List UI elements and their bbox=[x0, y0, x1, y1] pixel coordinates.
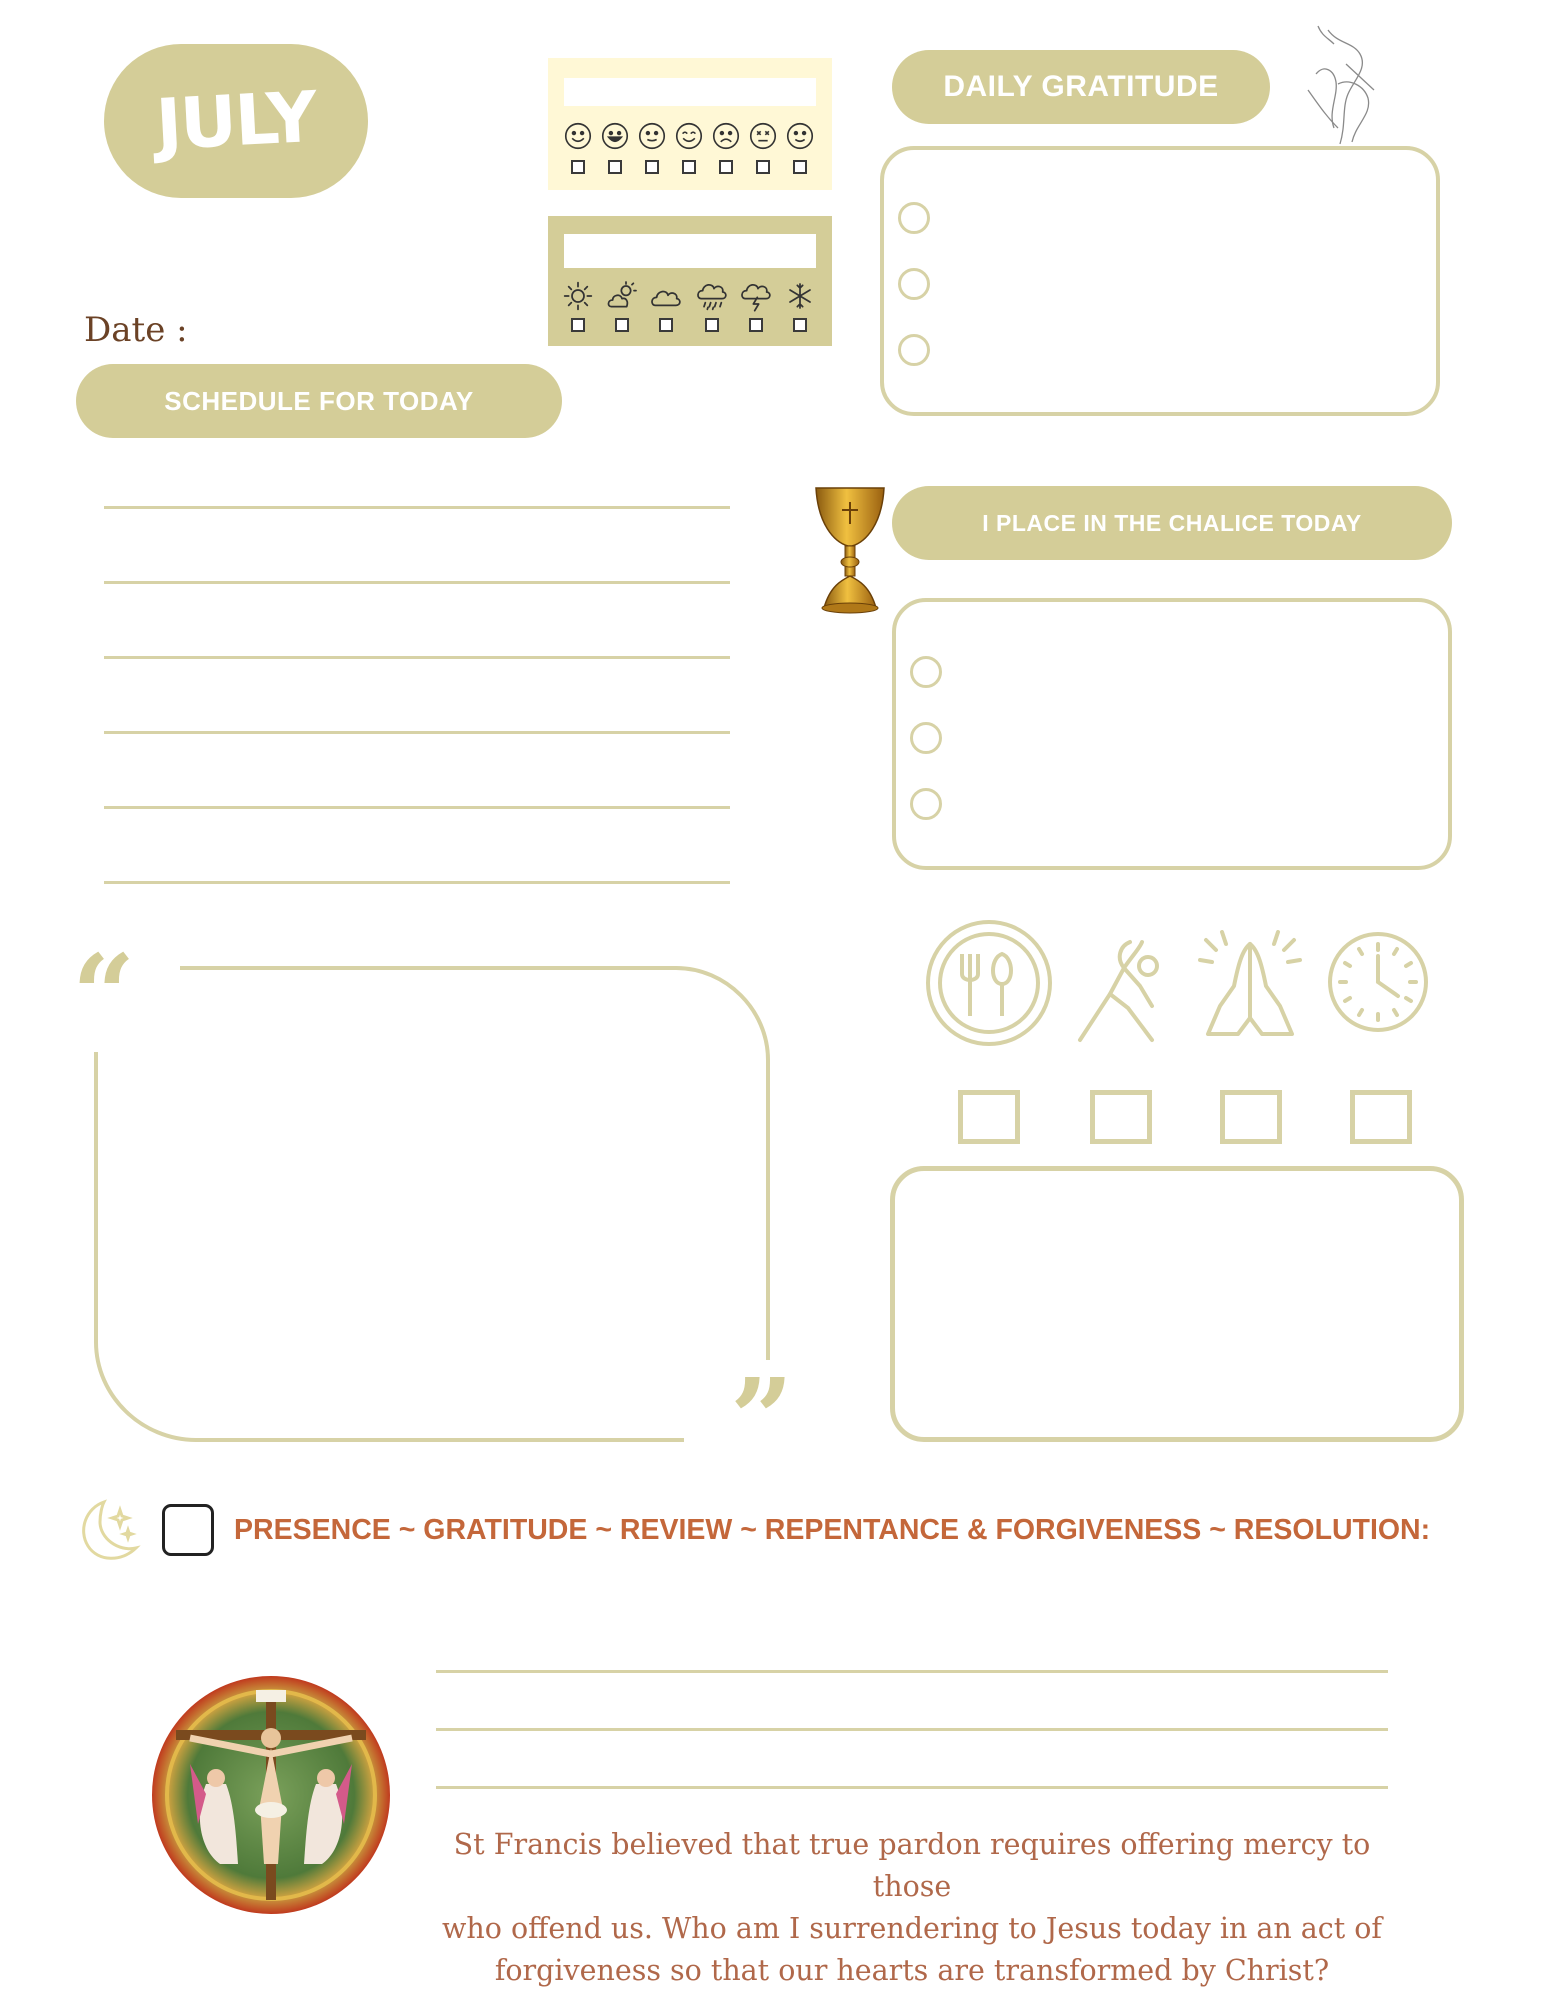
weather-checkbox[interactable] bbox=[659, 318, 673, 332]
mood-checkbox[interactable] bbox=[719, 160, 733, 174]
reflection-line[interactable] bbox=[436, 1670, 1388, 1673]
weather-tracker bbox=[548, 216, 832, 346]
mood-tracker bbox=[548, 58, 832, 190]
rain-icon bbox=[696, 280, 728, 312]
moon-stars-icon bbox=[74, 1496, 144, 1566]
reflection-prompt-line: who offend us. Who am I surrendering to Jesus today in an act of bbox=[442, 1912, 1382, 1945]
sun-icon bbox=[562, 280, 594, 312]
reflection-prompt-line: forgiveness so that our hearts are transformed by Christ? bbox=[494, 1954, 1330, 1987]
snow-icon bbox=[784, 280, 816, 312]
gratitude-box[interactable] bbox=[880, 146, 1440, 416]
open-quote-icon: “ bbox=[72, 930, 136, 1059]
schedule-line[interactable] bbox=[104, 731, 730, 734]
schedule-title: SCHEDULE FOR TODAY bbox=[76, 364, 562, 438]
schedule-line[interactable] bbox=[104, 581, 730, 584]
mood-title-field[interactable] bbox=[564, 78, 816, 106]
chalice-box[interactable] bbox=[892, 598, 1452, 870]
date-label: Date : bbox=[84, 310, 188, 350]
weather-checkbox[interactable] bbox=[749, 318, 763, 332]
reflection-line[interactable] bbox=[436, 1786, 1388, 1789]
storm-icon bbox=[740, 280, 772, 312]
mood-checkbox[interactable] bbox=[645, 160, 659, 174]
mood-checkbox[interactable] bbox=[608, 160, 622, 174]
habit-checkbox-eat[interactable] bbox=[958, 1090, 1020, 1144]
schedule-line[interactable] bbox=[104, 506, 730, 509]
examen-steps-text: PRESENCE ~ GRATITUDE ~ REVIEW ~ REPENTANCE & FORGIVENESS ~ RESOLUTION: bbox=[234, 1514, 1431, 1546]
cloud-icon bbox=[650, 280, 682, 312]
clock-icon bbox=[1326, 930, 1430, 1034]
gratitude-title: DAILY GRATITUDE bbox=[892, 50, 1270, 124]
mood-checkbox[interactable] bbox=[571, 160, 585, 174]
mood-checkbox[interactable] bbox=[793, 160, 807, 174]
reflection-prompt bbox=[436, 1824, 1388, 1992]
stretch-icon bbox=[1070, 936, 1170, 1048]
habit-checkbox-time[interactable] bbox=[1350, 1090, 1412, 1144]
plate-cutlery-icon bbox=[924, 918, 1054, 1048]
chalice-bullet[interactable] bbox=[910, 788, 942, 820]
habit-checkbox-prayer[interactable] bbox=[1220, 1090, 1282, 1144]
chalice-icon bbox=[812, 484, 888, 616]
gratitude-bullet[interactable] bbox=[898, 268, 930, 300]
mood-checkbox[interactable] bbox=[756, 160, 770, 174]
schedule-line[interactable] bbox=[104, 656, 730, 659]
close-quote-icon: ” bbox=[730, 1354, 794, 1483]
dizzy-icon bbox=[749, 122, 777, 150]
gratitude-bullet[interactable] bbox=[898, 202, 930, 234]
line-art-hands-icon bbox=[1298, 24, 1388, 150]
smile-icon bbox=[564, 122, 592, 150]
praying-hands-icon bbox=[1198, 930, 1302, 1042]
examen-checkbox[interactable] bbox=[162, 1504, 214, 1556]
weather-checkbox[interactable] bbox=[793, 318, 807, 332]
chalice-bullet[interactable] bbox=[910, 656, 942, 688]
weather-title-field[interactable] bbox=[564, 234, 816, 268]
happy-eyes-icon bbox=[675, 122, 703, 150]
chalice-title: I PLACE IN THE CHALICE TODAY bbox=[892, 486, 1452, 560]
weather-checkbox[interactable] bbox=[705, 318, 719, 332]
habit-checkbox-exercise[interactable] bbox=[1090, 1090, 1152, 1144]
schedule-line[interactable] bbox=[104, 881, 730, 884]
habit-notes-box[interactable] bbox=[890, 1166, 1464, 1442]
crucifix-medallion bbox=[150, 1674, 392, 1921]
weather-checkbox[interactable] bbox=[615, 318, 629, 332]
month-badge bbox=[104, 44, 368, 198]
mood-checkbox[interactable] bbox=[682, 160, 696, 174]
weather-checkbox[interactable] bbox=[571, 318, 585, 332]
frown-icon bbox=[712, 122, 740, 150]
gratitude-bullet[interactable] bbox=[898, 334, 930, 366]
reflection-prompt-line: St Francis believed that true pardon requires offering mercy to those bbox=[453, 1828, 1371, 1903]
month-label: JULY bbox=[154, 75, 318, 167]
chalice-bullet[interactable] bbox=[910, 722, 942, 754]
quote-box[interactable] bbox=[92, 962, 812, 1459]
partly-cloudy-icon bbox=[606, 280, 638, 312]
slight-smile-icon bbox=[786, 122, 814, 150]
neutral-smile-icon bbox=[638, 122, 666, 150]
grin-icon bbox=[601, 122, 629, 150]
schedule-line[interactable] bbox=[104, 806, 730, 809]
reflection-line[interactable] bbox=[436, 1728, 1388, 1731]
